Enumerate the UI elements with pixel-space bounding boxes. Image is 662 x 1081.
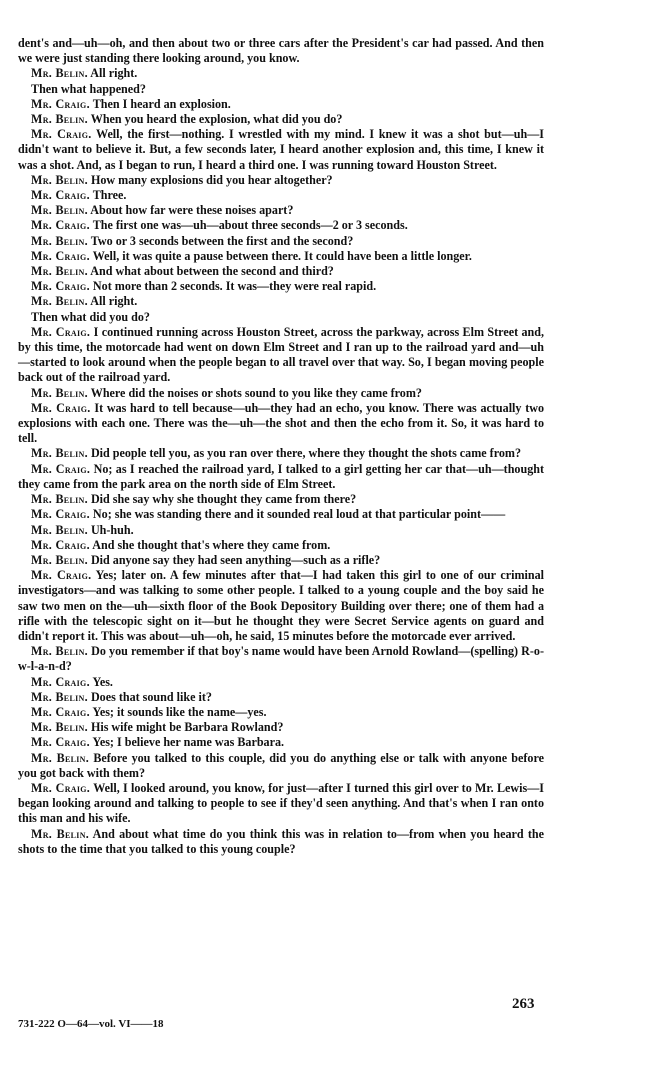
paragraph-text: When you heard the explosion, what did you do?: [90, 112, 343, 127]
paragraph-text: Not more than 2 seconds. It was—they were real rapid.: [92, 279, 377, 294]
speaker-label: Mr. Craig.: [31, 96, 90, 111]
paragraph-text: Well, I looked around, you know, for just—after I turned this girl over to Mr. Lewis—I began looking around and talking to people to see if they'd seen anything. And that's when I ran onto this man and his wife.: [18, 780, 545, 826]
transcript-paragraph: [18, 97, 544, 112]
paragraph-text: Did she say why she thought they came from there?: [90, 492, 357, 507]
paragraph-text: It was hard to tell because—uh—they had an echo, you know. There was actually two explosions with each one. There was the—uh—the shot and then the echo from it. So, it was hard to tell.: [18, 400, 545, 446]
paragraph-text: Yes.: [92, 674, 113, 689]
transcript-paragraph: [18, 462, 544, 492]
speaker-label: Mr. Belin.: [31, 689, 88, 704]
transcript-paragraph: [18, 507, 544, 522]
transcript-paragraph: [18, 705, 544, 720]
speaker-label: Mr. Craig.: [31, 127, 92, 142]
speaker-label: Mr. Belin.: [31, 385, 88, 400]
paragraph-text: His wife might be Barbara Rowland?: [90, 720, 284, 735]
speaker-label: Mr. Craig.: [31, 279, 90, 294]
speaker-label: Mr. Belin.: [31, 720, 88, 735]
paragraph-text: Well, the first—nothing. I wrestled with my mind. I knew it was a shot but—uh—I didn't want to believe it. But, a few seconds later, I heard another explosion and, this time, I knew it was a shot. And, as I began to run, I heard a third one. I was running toward Houston Street.: [18, 127, 544, 172]
transcript-paragraph: [18, 386, 544, 401]
speaker-label: Mr. Belin.: [31, 172, 88, 187]
transcript-paragraph: [18, 82, 544, 97]
transcript-paragraph: [18, 781, 544, 827]
paragraph-text: No; she was standing there and it sounded real loud at that particular point——: [92, 507, 506, 522]
paragraph-text: Two or 3 seconds between the first and the second?: [90, 233, 354, 248]
paragraph-text: All right.: [90, 294, 138, 309]
transcript-paragraph: [18, 644, 544, 674]
transcript-paragraph: [18, 36, 544, 66]
paragraph-text: Does that sound like it?: [90, 689, 212, 704]
paragraph-text: Did people tell you, as you ran over there, where they thought the shots came from?: [90, 446, 522, 461]
paragraph-text: Yes; I believe her name was Barbara.: [92, 735, 285, 750]
paragraph-text: And what about between the second and third?: [90, 264, 334, 279]
transcript-paragraph: [18, 553, 544, 568]
transcript-paragraph: [18, 523, 544, 538]
speaker-label: Mr. Belin.: [31, 203, 88, 218]
paragraph-text: Do you remember if that boy's name would have been Arnold Rowland—(spelling) R-o-w-l-a-n-d?: [18, 644, 544, 674]
transcript-body: [18, 36, 544, 857]
paragraph-text: All right.: [90, 66, 138, 81]
paragraph-text: Yes; later on. A few minutes after that—I had taken this girl to one of our criminal investigators—and was talking to some other people. I talked to a young couple and the boy said he saw two men on the—uh—sixth floor of the Book Depository Building over there; one of them had a rifle with the telescopic sight on it—but he thought they were Secret Service agents on guard and didn't report it. This was about—uh—oh, he said, 15 minutes before the motorcade ever arrived.: [18, 568, 545, 643]
speaker-label: Mr. Belin.: [31, 522, 88, 537]
transcript-paragraph: [18, 568, 544, 644]
transcript-paragraph: [18, 446, 544, 461]
paragraph-text: About how far were these noises apart?: [90, 203, 294, 218]
paragraph-text: Three.: [92, 188, 127, 203]
speaker-label: Mr. Belin.: [31, 826, 90, 841]
speaker-label: Mr. Belin.: [31, 66, 88, 81]
paragraph-text: Uh-huh.: [90, 522, 134, 537]
speaker-label: Mr. Belin.: [31, 492, 88, 507]
paragraph-text: The first one was—uh—about three seconds—2 or 3 seconds.: [92, 218, 408, 233]
paragraph-text: How many explosions did you hear altogether?: [90, 172, 333, 187]
speaker-label: Mr. Craig.: [31, 507, 90, 522]
speaker-label: Mr. Belin.: [31, 233, 88, 248]
transcript-paragraph: [18, 538, 544, 553]
transcript-paragraph: [18, 66, 544, 81]
transcript-paragraph: [18, 188, 544, 203]
paragraph-text: dent's and—uh—oh, and then about two or three cars after the President's car had passed. And then we were just standing there looking around, you know.: [18, 36, 544, 66]
transcript-paragraph: [18, 173, 544, 188]
speaker-label: Mr. Belin.: [31, 644, 88, 659]
transcript-paragraph: [18, 690, 544, 705]
speaker-label: Mr. Craig.: [31, 704, 90, 719]
paragraph-text: Then what happened?: [31, 81, 146, 96]
speaker-label: Mr. Craig.: [31, 537, 90, 552]
speaker-label: Mr. Belin.: [31, 750, 90, 765]
transcript-paragraph: [18, 249, 544, 264]
speaker-label: Mr. Craig.: [31, 188, 90, 203]
transcript-paragraph: [18, 401, 544, 447]
paragraph-text: Well, it was quite a pause between there. It could have been a little longer.: [92, 248, 472, 263]
transcript-paragraph: [18, 735, 544, 750]
transcript-paragraph: [18, 112, 544, 127]
speaker-label: Mr. Belin.: [31, 112, 88, 127]
speaker-label: Mr. Craig.: [31, 780, 91, 795]
speaker-label: Mr. Craig.: [31, 568, 92, 583]
paragraph-text: And about what time do you think this was in relation to—from when you heard the shots to the time that you talked to this young couple?: [18, 826, 544, 856]
speaker-label: Mr. Belin.: [31, 446, 88, 461]
transcript-paragraph: [18, 294, 544, 309]
paragraph-text: Yes; it sounds like the name—yes.: [92, 704, 267, 719]
transcript-paragraph: [18, 310, 544, 325]
speaker-label: Mr. Belin.: [31, 552, 88, 567]
speaker-label: Mr. Craig.: [31, 400, 91, 415]
transcript-paragraph: [18, 127, 544, 173]
transcript-paragraph: [18, 720, 544, 735]
page-number: 263: [512, 996, 535, 1012]
paragraph-text: Before you talked to this couple, did you do anything else or talk with anyone before you got back with them?: [18, 750, 544, 780]
paragraph-text: Did anyone say they had seen anything—such as a rifle?: [90, 552, 381, 567]
speaker-label: Mr. Belin.: [31, 294, 88, 309]
speaker-label: Mr. Craig.: [31, 324, 91, 339]
transcript-paragraph: [18, 203, 544, 218]
transcript-paragraph: [18, 279, 544, 294]
paragraph-text: And she thought that's where they came from.: [92, 537, 331, 552]
speaker-label: Mr. Craig.: [31, 248, 90, 263]
footer-code: 731-222 O—64—vol. VI——18: [18, 1018, 164, 1030]
speaker-label: Mr. Belin.: [31, 264, 88, 279]
transcript-paragraph: [18, 264, 544, 279]
paragraph-text: I continued running across Houston Street, across the parkway, across Elm Street and, by this time, the motorcade had went on down Elm Street and I ran up to the railroad yard and—uh—started to look around when the people began to all travel over that way. So, I began moving people back out of the railroad yard.: [18, 324, 544, 385]
paragraph-text: No; as I reached the railroad yard, I talked to a girl getting her car that—uh—thought they came from the park area on the north side of Elm Street.: [18, 461, 544, 491]
transcript-paragraph: [18, 827, 544, 857]
transcript-paragraph: [18, 325, 544, 386]
transcript-paragraph: [18, 675, 544, 690]
paragraph-text: Then what did you do?: [31, 309, 150, 324]
speaker-label: Mr. Craig.: [31, 674, 90, 689]
paragraph-text: Then I heard an explosion.: [92, 96, 231, 111]
transcript-paragraph: [18, 751, 544, 781]
transcript-paragraph: [18, 492, 544, 507]
speaker-label: Mr. Craig.: [31, 218, 90, 233]
transcript-paragraph: [18, 218, 544, 233]
speaker-label: Mr. Craig.: [31, 735, 90, 750]
transcript-paragraph: [18, 234, 544, 249]
paragraph-text: Where did the noises or shots sound to you like they came from?: [90, 385, 422, 400]
speaker-label: Mr. Craig.: [31, 461, 91, 476]
